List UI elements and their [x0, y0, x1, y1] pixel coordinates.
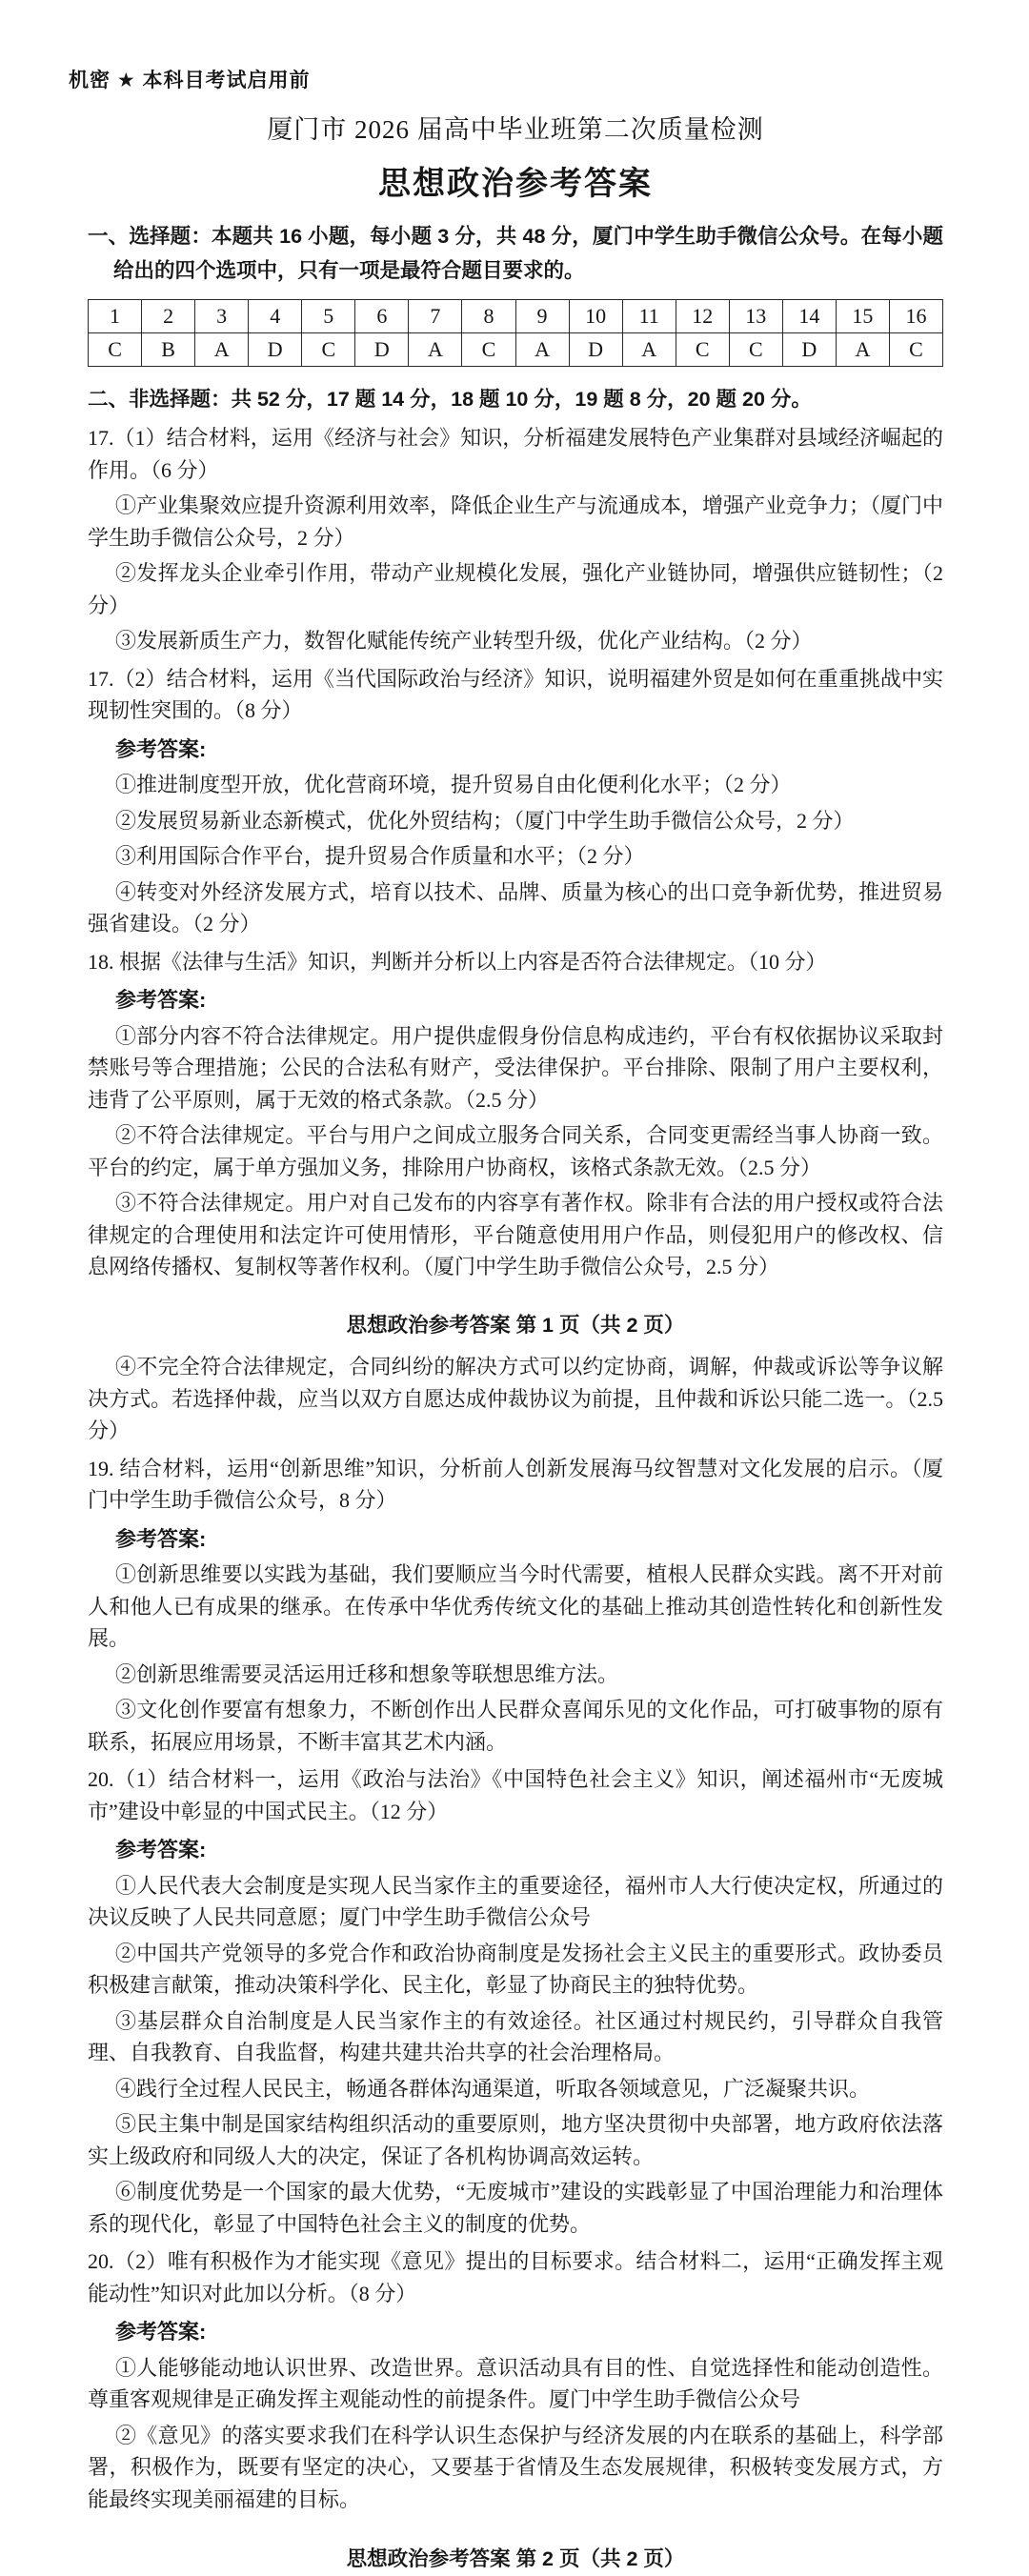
question-number-cell: 7 [409, 300, 462, 333]
answer-key-table [88, 299, 943, 367]
q20-1-reference-answer-label: 参考答案: [115, 1838, 207, 1862]
q20-2-stem: 20.（2）唯有积极作为才能实现《意见》提出的目标要求。结合材料二，运用“正确发挥主观能动性”知识对此加以分析。（8 分） [88, 2249, 943, 2305]
q17-1-answer-3: ③发展新质生产力，数智化赋能传统产业转型升级，优化产业结构。（2 分） [115, 629, 813, 653]
q18-answer-2: ②不符合法律规定。平台与用户之间成立服务合同关系，合同变更需经当事人协商一致。平台的约定，属于单方强加义务，排除用户协商权，该格式条款无效。（2.5 分） [88, 1123, 943, 1179]
answer-letter-cell: C [889, 333, 942, 367]
question-number-cell: 11 [622, 300, 676, 333]
question-number-cell: 16 [889, 300, 942, 333]
section-nonchoice-heading: 二、非选择题：共 52 分，17 题 14 分，18 题 10 分，19 题 8 分，20 题 20 分。 [88, 388, 812, 411]
q20-1-answer-3: ③基层群众自治制度是人民当家作主的有效途径。社区通过村规民约，引导群众自我管理、自我教育、自我监督，构建共建共治共享的社会治理格局。 [88, 2008, 943, 2064]
q17-2-answer-4: ④转变对外经济发展方式，培育以技术、品牌、质量为核心的出口竞争新优势，推进贸易强省建设。（2 分） [88, 879, 943, 936]
answer-letter-cell: B [142, 333, 195, 367]
q18-stem: 18. 根据《法律与生活》知识，判断并分析以上内容是否符合法律规定。（10 分） [88, 949, 827, 974]
answer-letter-cell: D [355, 333, 409, 367]
answer-letter-cell: C [302, 333, 355, 367]
q17-1-answer-2: ②发挥龙头企业牵引作用，带动产业规模化发展，强化产业链协同，增强供应链韧性；（2 分） [88, 561, 943, 617]
classification-banner: 机密 ★ 本科目考试启用前 [69, 70, 311, 91]
question-number-cell: 4 [249, 300, 302, 333]
page-1-footer: 思想政治参考答案 第 1 页（共 2 页） [346, 1313, 685, 1337]
q17-1-answer-1: ①产业集聚效应提升资源利用效率，降低企业生产与流通成本，增强产业竞争力；（厦门中学生助手微信公众号，2 分） [88, 493, 944, 550]
q19-answer-3: ③文化创作要富有想象力，不断创作出人民群众喜闻乐见的文化作品，可打破事物的原有联系，拓展应用场景，不断丰富其艺术内涵。 [88, 1698, 943, 1754]
q19-answer-1: ①创新思维要以实践为基础，我们要顺应当今时代需要，植根人民群众实践。离不开对前人和他人已有成果的继承。在传承中华优秀传统文化的基础上推动其创造性转化和创新性发展。 [88, 1562, 943, 1650]
q17-2-answer-1: ①推进制度型开放，优化营商环境，提升贸易自由化便利化水平；（2 分） [115, 773, 792, 796]
answer-letter-cell: D [249, 333, 302, 367]
page-2-footer: 思想政治参考答案 第 2 页（共 2 页） [346, 2547, 685, 2570]
question-number-cell: 2 [142, 300, 195, 333]
q20-1-answer-6: ⑥制度优势是一个国家的最大优势，“无废城市”建设的实践彰显了中国治理能力和治理体系的现代化，彰显了中国特色社会主义的制度的优势。 [88, 2180, 943, 2236]
question-number-cell: 8 [462, 300, 515, 333]
answer-letter-cell: A [515, 333, 569, 367]
q20-1-stem: 20.（1）结合材料一，运用《政治与法治》《中国特色社会主义》知识，阐述福州市“无废城市”建设中彰显的中国式民主。（12 分） [88, 1767, 943, 1823]
question-number-cell: 1 [89, 300, 142, 333]
q17-2-answer-2: ②发展贸易新业态新模式，优化外贸结构；（厦门中学生助手微信公众号，2 分） [115, 808, 855, 833]
question-number-cell: 12 [676, 300, 729, 333]
question-number-cell: 13 [729, 300, 782, 333]
question-number-cell: 14 [782, 300, 836, 333]
q20-2-answer-2: ②《意见》的落实要求我们在科学认识生态保护与经济发展的内在联系的基础上，科学部署，积极作为，既要有坚定的决心，又要基于省情及生态发展规律，积极转变发展方式，方能最终实现美丽福建的目标。 [88, 2423, 943, 2511]
answer-letter-cell: A [409, 333, 462, 367]
q17-2-stem: 17.（2）结合材料，运用《当代国际政治与经济》知识，说明福建外贸是如何在重重挑战中实现韧性突围的。（8 分） [88, 666, 943, 722]
question-number-cell: 5 [302, 300, 355, 333]
q20-2-reference-answer-label: 参考答案: [115, 2320, 207, 2344]
q17-2-reference-answer-label: 参考答案: [115, 736, 207, 761]
q18-answer-4: ④不完全符合法律规定，合同纠纷的解决方式可以约定协商，调解，仲裁或诉讼等争议解决方式。若选择仲裁，应当以双方自愿达成仲裁协议为前提，且仲裁和诉讼只能二选一。（2.5 分） [88, 1355, 943, 1442]
q17-2-answer-3: ③利用国际合作平台，提升贸易合作质量和水平；（2 分） [115, 844, 645, 868]
q19-answer-2: ②创新思维需要灵活运用迁移和想象等联想思维方法。 [115, 1661, 619, 1686]
answer-key-letter-row [89, 333, 943, 367]
question-number-cell: 3 [195, 300, 249, 333]
q20-1-answer-4: ④践行全过程人民民主，畅通各群体沟通渠道，听取各领域意见，广泛凝聚共识。 [115, 2076, 871, 2101]
q19-stem: 19. 结合材料，运用“创新思维”知识，分析前人创新发展海马纹智慧对文化发展的启示。（厦门中学生助手微信公众号，8 分） [88, 1456, 943, 1512]
q17-1-stem: 17.（1）结合材料，运用《经济与社会》知识，分析福建发展特色产业集群对县域经济崛起的作用。（6 分） [88, 426, 943, 482]
q20-1-answer-2: ②中国共产党领导的多党合作和政治协商制度是发扬社会主义民主的重要形式。政协委员积极建言献策，推动决策科学化、民主化，彰显了协商民主的独特优势。 [88, 1941, 943, 1997]
answer-letter-cell: A [195, 333, 249, 367]
answer-letter-cell: D [569, 333, 622, 367]
q18-answer-1: ①部分内容不符合法律规定。用户提供虚假身份信息构成违约，平台有权依据协议采取封禁账号等合理措施；公民的合法私有财产，受法律保护。平台排除、限制了用户主要权利，违背了公平原则，属于无效的格式条款。（2.5 分） [88, 1023, 943, 1112]
answer-letter-cell: A [622, 333, 676, 367]
q20-1-answer-1: ①人民代表大会制度是实现人民当家作主的重要途径，福州市人大行使决定权，所通过的决议反映了人民共同意愿；厦门中学生助手微信公众号 [88, 1873, 943, 1929]
answer-letter-cell: A [836, 333, 889, 367]
answer-letter-cell: C [89, 333, 142, 367]
answer-letter-cell: C [676, 333, 729, 367]
question-number-cell: 15 [836, 300, 889, 333]
q19-reference-answer-label: 参考答案: [115, 1526, 207, 1551]
answer-letter-cell: C [462, 333, 515, 367]
answer-key-number-row [89, 300, 943, 333]
section-choice-heading: 一、选择题：本题共 16 小题，每小题 3 分，共 48 分，厦门中学生助手微信公众号。在每小题给出的四个选项中，只有一项是最符合题目要求的。 [88, 225, 943, 282]
exam-title: 厦门市 2026 届高中毕业班第二次质量检测 [267, 115, 764, 144]
q18-answer-3: ③不符合法律规定。用户对自己发布的内容享有著作权。除非有合法的用户授权或符合法律规定的合理使用和法定许可使用情形，平台随意使用用户作品，则侵犯用户的修改权、信息网络传播权、复制权等著作权利。（厦门中学生助手微信公众号，2.5 分） [88, 1191, 943, 1278]
q18-reference-answer-label: 参考答案: [115, 988, 207, 1012]
q20-2-answer-1: ①人能够能动地认识世界、改造世界。意识活动具有目的性、自觉选择性和能动创造性。尊重客观规律是正确发挥主观能动性的前提条件。厦门中学生助手微信公众号 [88, 2355, 943, 2411]
answer-letter-cell: C [729, 333, 782, 367]
page-title: 思想政治参考答案 [378, 166, 653, 202]
question-number-cell: 6 [355, 300, 409, 333]
q20-1-answer-5: ⑤民主集中制是国家结构组织活动的重要原则，地方坚决贯彻中央部署，地方政府依法落实上级政府和同级人大的决定，保证了各机构协调高效运转。 [88, 2112, 943, 2168]
answer-letter-cell: D [782, 333, 836, 367]
question-number-cell: 9 [515, 300, 569, 333]
question-number-cell: 10 [569, 300, 622, 333]
